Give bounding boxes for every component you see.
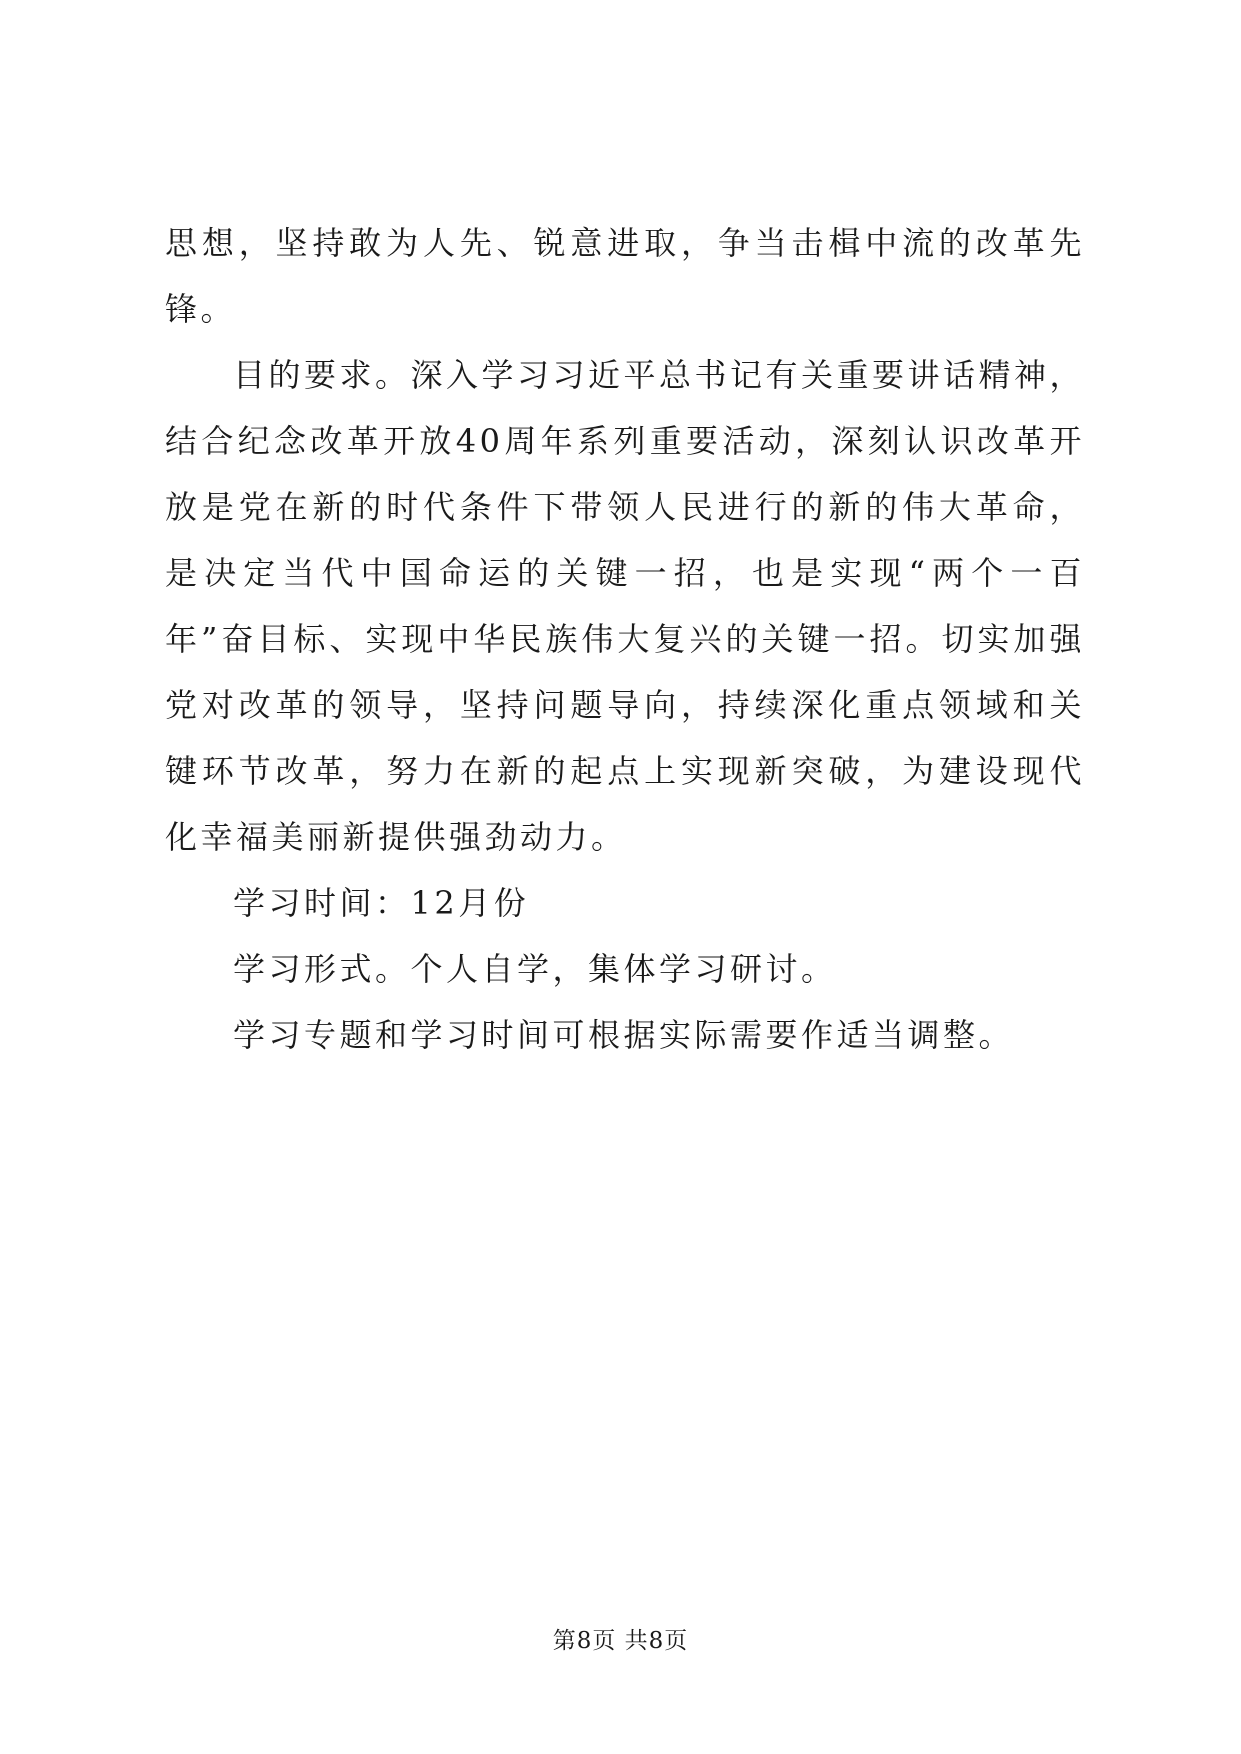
- paragraph-adjustment-note: 学习专题和学习时间可根据实际需要作适当调整。: [233, 1016, 1015, 1054]
- paragraph-study-time: 学习时间：12月份: [233, 884, 530, 922]
- paragraph-continuation: 思想，坚持敢为人先、锐意进取，争当击楫中流的改革先锋。: [165, 224, 1085, 328]
- paragraph-study-format: 学习形式。个人自学，集体学习研讨。: [233, 950, 837, 988]
- document-body: [165, 210, 1085, 1068]
- paragraph-objectives: 目的要求。深入学习习近平总书记有关重要讲话精神，结合纪念改革开放40周年系列重要活动，深刻认识改革开放是党在新的时代条件下带领人民进行的新的伟大革命，是决定当代中国命运的关键一招，也是实现“两个一百年”奋目标、实现中华民族伟大复兴的关键一招。切实加强党对改革的领导，坚持问题导向，持续深化重点领域和关键环节改革，努力在新的起点上实现新突破，为建设现代化幸福美丽新提供强劲动力。: [165, 356, 1086, 856]
- page-number-footer: 第8页 共8页: [552, 1628, 689, 1654]
